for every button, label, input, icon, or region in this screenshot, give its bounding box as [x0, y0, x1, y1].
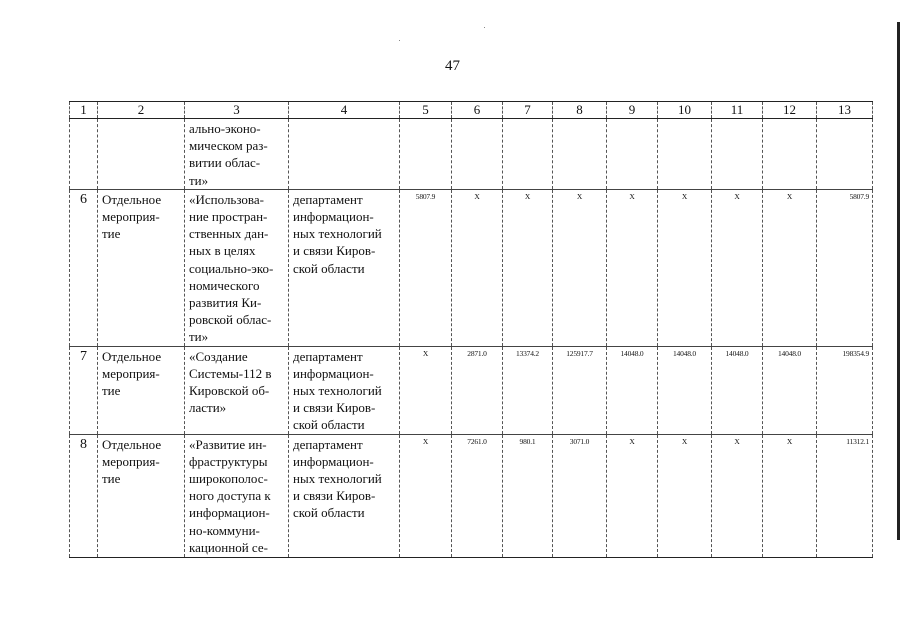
- value-cell: [817, 119, 873, 190]
- executor-line: ных технологий: [293, 471, 382, 487]
- table-row: [70, 119, 873, 190]
- value-cell: 14048.0: [763, 346, 817, 434]
- value-cell: [503, 119, 553, 190]
- column-header: 10: [658, 102, 712, 119]
- column-header: 8: [553, 102, 607, 119]
- event-name-line: ти»: [189, 172, 209, 188]
- value-cell: [712, 119, 763, 190]
- data-table: [69, 101, 873, 558]
- executor-line: информацион-: [293, 365, 374, 381]
- value-cell: X: [763, 189, 817, 346]
- executor-line: информацион-: [293, 209, 374, 225]
- event-name-cell: [185, 119, 289, 190]
- event-type-cell: [98, 346, 185, 434]
- event-name-line: ного доступа к: [189, 488, 271, 504]
- event-name-line: социально-эко-: [189, 260, 274, 276]
- header-row: [70, 102, 873, 119]
- event-type-line: Отдельное: [102, 348, 162, 364]
- value-cell: [658, 119, 712, 190]
- event-name-line: информацион-: [189, 505, 270, 521]
- executor-cell: [289, 119, 400, 190]
- event-name-cell: [185, 434, 289, 557]
- row-number: 8: [70, 434, 98, 557]
- value-cell: 3071.0: [553, 434, 607, 557]
- executor-line: ных технологий: [293, 383, 382, 399]
- row-number: 7: [70, 346, 98, 434]
- value-cell: X: [658, 189, 712, 346]
- event-name-line: развития Ки-: [189, 295, 262, 311]
- value-cell: 13374.2: [503, 346, 553, 434]
- column-header: 13: [817, 102, 873, 119]
- column-header: 3: [185, 102, 289, 119]
- column-header: 2: [98, 102, 185, 119]
- event-type-line: тие: [102, 383, 121, 399]
- column-header: 12: [763, 102, 817, 119]
- event-name-line: кационной се-: [189, 539, 268, 555]
- row-number: 6: [70, 189, 98, 346]
- event-name-line: номического: [189, 277, 260, 293]
- event-name-line: ти»: [189, 329, 209, 345]
- event-type-line: мероприя-: [102, 453, 160, 469]
- value-cell: X: [452, 189, 503, 346]
- event-type-line: тие: [102, 226, 121, 242]
- column-header: 9: [607, 102, 658, 119]
- value-cell: [452, 119, 503, 190]
- column-header: 7: [503, 102, 553, 119]
- value-cell: 14048.0: [712, 346, 763, 434]
- event-name-cell: [185, 346, 289, 434]
- value-cell: X: [607, 434, 658, 557]
- page-number: 47: [445, 58, 460, 74]
- scan-speck: [399, 40, 400, 41]
- value-cell: X: [658, 434, 712, 557]
- event-type-line: мероприя-: [102, 209, 160, 225]
- executor-line: департамент: [293, 348, 363, 364]
- event-name-line: ных в целях: [189, 243, 256, 259]
- executor-line: департамент: [293, 436, 363, 452]
- event-name-line: «Развитие ин-: [189, 436, 267, 452]
- value-cell: 198354.9: [817, 346, 873, 434]
- event-name-line: «Использова-: [189, 191, 264, 207]
- scan-edge: [897, 22, 900, 540]
- value-cell: X: [553, 189, 607, 346]
- event-name-line: ственных дан-: [189, 226, 269, 242]
- executor-line: и связи Киров-: [293, 243, 376, 259]
- column-header: 5: [400, 102, 452, 119]
- row-number: [70, 119, 98, 190]
- table-row: [70, 346, 873, 434]
- table-body: [70, 102, 873, 558]
- column-header: 6: [452, 102, 503, 119]
- table-row: [70, 434, 873, 557]
- executor-line: ской области: [293, 260, 365, 276]
- executor-line: ской области: [293, 417, 365, 433]
- event-name-cell: [185, 189, 289, 346]
- value-cell: X: [503, 189, 553, 346]
- event-name-line: витии облас-: [189, 155, 261, 171]
- value-cell: 125917.7: [553, 346, 607, 434]
- executor-line: и связи Киров-: [293, 488, 376, 504]
- value-cell: X: [712, 434, 763, 557]
- value-cell: 5807.9: [817, 189, 873, 346]
- value-cell: X: [712, 189, 763, 346]
- executor-line: департамент: [293, 191, 363, 207]
- event-name-line: мическом раз-: [189, 138, 268, 154]
- value-cell: 7261.0: [452, 434, 503, 557]
- table-row: [70, 189, 873, 346]
- value-cell: [763, 119, 817, 190]
- value-cell: [553, 119, 607, 190]
- value-cell: X: [607, 189, 658, 346]
- event-name-line: Кировской об-: [189, 383, 270, 399]
- event-type-cell: [98, 119, 185, 190]
- event-name-line: но-коммуни-: [189, 522, 260, 538]
- event-name-line: Системы-112 в: [189, 365, 272, 381]
- executor-line: информацион-: [293, 453, 374, 469]
- event-type-cell: [98, 434, 185, 557]
- event-name-line: ровской облас-: [189, 312, 272, 328]
- column-header: 11: [712, 102, 763, 119]
- event-type-cell: [98, 189, 185, 346]
- event-name-line: широкополос-: [189, 471, 268, 487]
- executor-cell: [289, 346, 400, 434]
- value-cell: [400, 119, 452, 190]
- column-header: 1: [70, 102, 98, 119]
- value-cell: [607, 119, 658, 190]
- event-type-line: Отдельное: [102, 436, 162, 452]
- event-type-line: тие: [102, 471, 121, 487]
- value-cell: 14048.0: [607, 346, 658, 434]
- event-name-line: ласти»: [189, 400, 227, 416]
- executor-cell: [289, 189, 400, 346]
- value-cell: X: [400, 346, 452, 434]
- value-cell: 14048.0: [658, 346, 712, 434]
- value-cell: X: [400, 434, 452, 557]
- value-cell: X: [763, 434, 817, 557]
- event-type-line: Отдельное: [102, 191, 162, 207]
- executor-line: ных технологий: [293, 226, 382, 242]
- event-name-line: ние простран-: [189, 209, 268, 225]
- value-cell: 11312.1: [817, 434, 873, 557]
- executor-line: и связи Киров-: [293, 400, 376, 416]
- column-header: 4: [289, 102, 400, 119]
- scan-speck: [484, 27, 485, 28]
- value-cell: 2871.0: [452, 346, 503, 434]
- value-cell: 5807.9: [400, 189, 452, 346]
- event-name-line: ально-эконо-: [189, 121, 261, 136]
- event-type-line: мероприя-: [102, 365, 160, 381]
- executor-cell: [289, 434, 400, 557]
- event-name-line: фраструктуры: [189, 453, 268, 469]
- value-cell: 980.1: [503, 434, 553, 557]
- event-name-line: «Создание: [189, 348, 248, 364]
- executor-line: ской области: [293, 505, 365, 521]
